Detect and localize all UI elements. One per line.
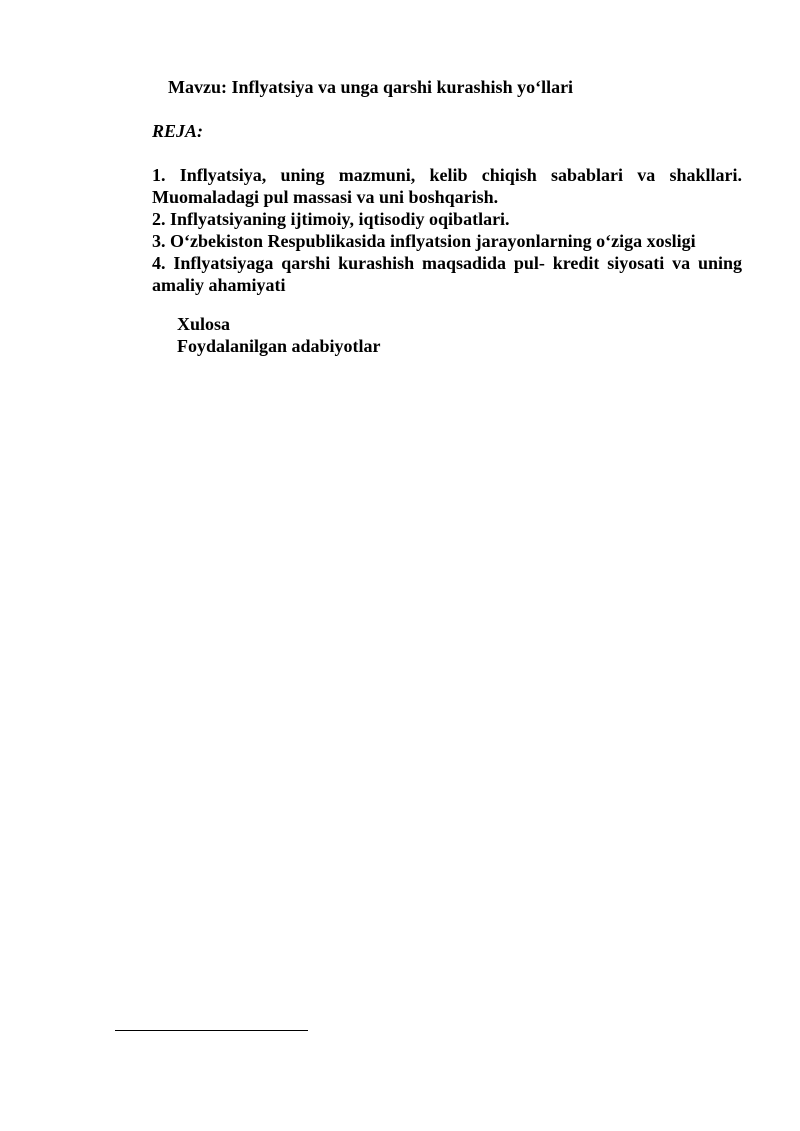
footnote-divider [115,1030,308,1031]
closing-sections [177,313,381,357]
plan-heading: REJA: [152,121,204,141]
plan-item-4: 4. Inflyatsiyaga qarshi kurashish maqsadida pul- kredit siyosati va uning amaliy ahamiyati [152,253,742,295]
plan-item-1: 1. Inflyatsiya, uning mazmuni, kelib chiqish sabablari va shakllari. Muomaladagi pul massasi va uni boshqarish. [152,165,742,207]
plan-list [152,164,742,296]
page-title: Mavzu: Inflyatsiya va unga qarshi kurashish yo‘llari [168,77,574,97]
conclusion-label: Xulosa [177,314,231,334]
plan-item-2: 2. Inflyatsiyaning ijtimoiy, iqtisodiy oqibatlari. [152,209,510,229]
references-label: Foydalanilgan adabiyotlar [177,336,381,356]
plan-item-3: 3. O‘zbekiston Respublikasida inflyatsion jarayonlarning o‘ziga xosligi [152,231,696,251]
